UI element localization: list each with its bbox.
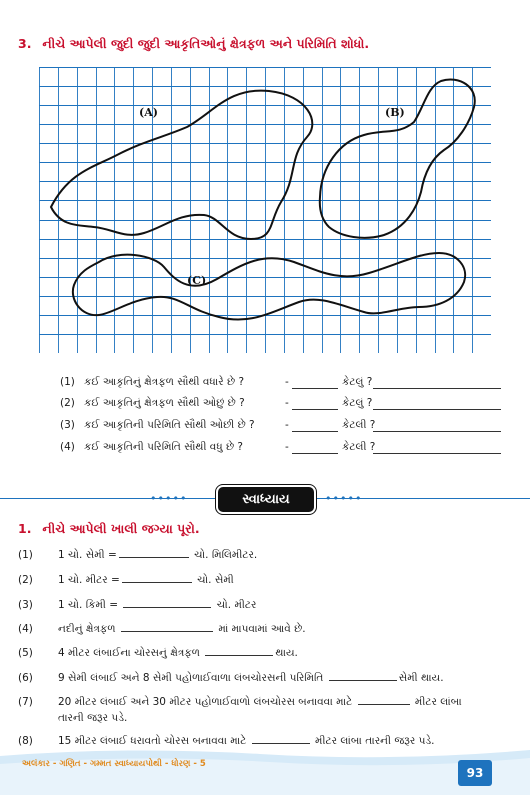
question-text: કઈ આકૃતિનું ક્ષેત્રફળ સૌથી વધારે છે ? — [84, 376, 245, 388]
item-suffix: ચો. મિલિમીટર. — [194, 549, 258, 561]
answer-blank[interactable] — [292, 388, 338, 389]
answer-blank[interactable] — [123, 597, 211, 608]
item-suffix: મીટર લાંબા — [414, 696, 462, 708]
question-number: (2) — [60, 397, 75, 409]
grid-lines — [39, 67, 491, 353]
section-heading — [18, 521, 200, 537]
answer-blank[interactable] — [122, 572, 192, 583]
fill-item — [18, 694, 513, 725]
item-number: (2) — [18, 574, 33, 586]
question-text: કઈ આકૃતિની પરિમિતિ સૌથી વધુ છે ? — [84, 441, 244, 453]
shape-b-label: (B) — [385, 106, 405, 119]
item-suffix: સેમી થાય. — [398, 672, 444, 684]
question-dash: - — [285, 441, 289, 453]
banner-dots-left: ••••• — [150, 492, 188, 505]
question-number: (4) — [60, 441, 75, 453]
item-number: (5) — [18, 647, 33, 659]
answer-blank[interactable] — [292, 431, 338, 432]
item-continuation: તારની જરૂર પડે. — [58, 712, 128, 724]
answer-blank[interactable] — [358, 694, 410, 705]
answer-blank-2[interactable] — [373, 431, 501, 432]
question-text: કઈ આકૃતિનું ક્ષેત્રફળ સૌથી ઓછું છે ? — [84, 397, 245, 409]
answer-blank[interactable] — [119, 547, 189, 558]
shape-a-label: (A) — [139, 106, 158, 119]
item-number: (7) — [18, 696, 33, 708]
shape-c-label: (C) — [187, 274, 207, 287]
question-row — [60, 419, 510, 435]
exercise-number: 3. — [18, 36, 32, 51]
question-number: (3) — [60, 419, 75, 431]
question-number: (1) — [60, 376, 75, 388]
exercise-title: નીચે આપેલી જુદી જુદી આકૃતિઓનું ક્ષેત્રફળ અને પરિમિતિ શોધો. — [42, 36, 370, 51]
answer-blank[interactable] — [121, 621, 213, 632]
section-number: 1. — [18, 521, 32, 536]
item-prefix: 20 મીટર લંબાઈ અને 30 મીટર પહોળાઈવાળો લંબચોરસ બનાવવા માટે — [58, 696, 353, 708]
fill-item — [18, 597, 513, 612]
question-dash: - — [285, 397, 289, 409]
answer-blank-2[interactable] — [373, 409, 501, 410]
fill-item — [18, 547, 513, 562]
item-suffix: ચો. મીટર — [216, 599, 257, 611]
item-number: (4) — [18, 623, 33, 635]
item-number: (3) — [18, 599, 33, 611]
item-suffix: ચો. સેમી — [197, 574, 234, 586]
question-dash: - — [285, 419, 289, 431]
item-prefix: 1 ચો. કિમી = — [58, 599, 119, 611]
answer-blank[interactable] — [205, 645, 273, 656]
exercise-heading — [18, 36, 369, 52]
shape-grid — [39, 67, 491, 353]
item-number: (8) — [18, 735, 33, 747]
question-label2: કેટલી ? — [342, 441, 376, 453]
answer-blank[interactable] — [329, 670, 397, 681]
shape-a — [51, 91, 312, 239]
page-number: 93 — [458, 760, 492, 786]
fill-item — [18, 645, 513, 660]
answer-blank-2[interactable] — [373, 453, 501, 454]
item-prefix: 1 ચો. સેમી = — [58, 549, 117, 561]
question-row — [60, 441, 510, 457]
section-banner — [0, 478, 530, 518]
fill-item — [18, 621, 513, 636]
item-number: (1) — [18, 549, 33, 561]
item-suffix: માં માપવામાં આવે છે. — [218, 623, 306, 635]
answer-blank-2[interactable] — [373, 388, 501, 389]
footer-book-title: અલંકાર - ગણિત - ગમ્મત સ્વાધ્યાયપોથી - ધોરણ - 5 — [22, 759, 206, 769]
question-label2: કેટલું ? — [342, 397, 373, 409]
question-label2: કેટલી ? — [342, 419, 376, 431]
fill-item — [18, 572, 513, 587]
question-text: કઈ આકૃતિની પરિમિતિ સૌથી ઓછી છે ? — [84, 419, 255, 431]
banner-title: સ્વાધ્યાય — [216, 485, 316, 514]
fill-item — [18, 670, 513, 685]
item-suffix: થાય. — [275, 647, 298, 659]
item-prefix: નદીનું ક્ષેત્રફળ — [58, 623, 116, 635]
banner-dots-right: ••••• — [325, 492, 363, 505]
question-row — [60, 397, 510, 413]
item-prefix: 9 સેમી લંબાઈ અને 8 સેમી પહોળાઈવાળા લંબચોરસની પરિમિતિ — [58, 672, 324, 684]
answer-blank[interactable] — [252, 733, 310, 744]
footer-wave — [0, 746, 530, 795]
answer-blank[interactable] — [292, 453, 338, 454]
section-title: નીચે આપેલી ખાલી જગ્યા પૂરો. — [42, 521, 200, 536]
answer-blank[interactable] — [292, 409, 338, 410]
item-prefix: 4 મીટર લંબાઈના ચોરસનું ક્ષેત્રફળ — [58, 647, 200, 659]
question-label2: કેટલું ? — [342, 376, 373, 388]
item-suffix: મીટર લાંબા તારની જરૂર પડે. — [315, 735, 435, 747]
question-row — [60, 376, 510, 392]
shape-c — [73, 253, 465, 320]
item-prefix: 1 ચો. મીટર = — [58, 574, 120, 586]
item-prefix: 15 મીટર લંબાઈ ધરાવતો ચોરસ બનાવવા માટે — [58, 735, 247, 747]
item-number: (6) — [18, 672, 33, 684]
question-dash: - — [285, 376, 289, 388]
